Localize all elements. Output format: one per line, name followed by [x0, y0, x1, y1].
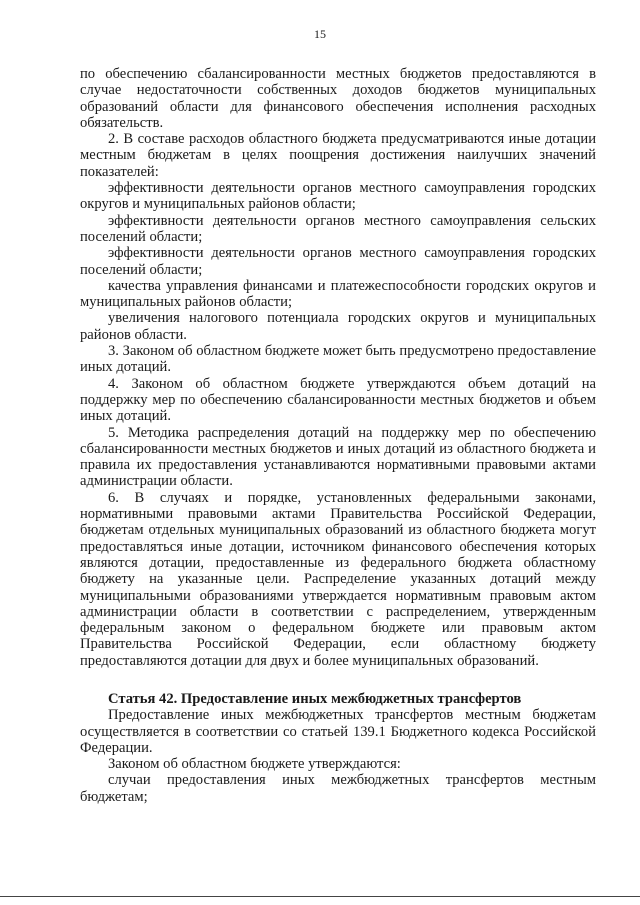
- paragraph: 3. Законом об областном бюджете может быть предусмотрено предоставление иных дотаций.: [80, 343, 596, 376]
- document-body: [80, 66, 596, 805]
- paragraph: Предоставление иных межбюджетных трансфертов местным бюджетам осуществляется в соответствии со статьей 139.1 Бюджетного кодекса Российской Федерации.: [80, 707, 596, 756]
- list-item: случаи предоставления иных межбюджетных трансфертов местным бюджетам;: [80, 772, 596, 805]
- paragraph: 5. Методика распределения дотаций на поддержку мер по обеспечению сбалансированности местных бюджетов и иных дотаций из областного бюджета и правила их предоставления устанавливаются нормативными правовыми актами администрации области.: [80, 424, 596, 490]
- list-item: эффективности деятельности органов местного самоуправления городских округов и муниципальных районов области;: [80, 180, 596, 213]
- paragraph: 6. В случаях и порядке, установленных федеральными законами, нормативными правовыми актами Правительства Российской Федерации, бюджетам отдельных муниципальных образований из областного бюджета могут предоставляться иные дотации, источником финансового обеспечения которых являются дотации, предоставленные из федерального бюджета областному бюджету на указанные цели. Распределение указанных дотаций между муниципальными образованиями утверждается нормативным правовым актом администрации области в соответствии с распределением, утвержденным федеральным законом о федеральном бюджете или правовым актом Правительства Российской Федерации, если областному бюджету предоставляются дотации для двух и более муниципальных образований.: [80, 489, 596, 669]
- list-item: эффективности деятельности органов местного самоуправления городских поселений области;: [80, 245, 596, 278]
- paragraph: 4. Законом об областном бюджете утверждаются объем дотаций на поддержку мер по обеспечению сбалансированности местных бюджетов и объем иных дотаций.: [80, 375, 596, 425]
- list-item: эффективности деятельности органов местного самоуправления сельских поселений области;: [80, 212, 596, 245]
- page-number: 15: [314, 27, 326, 41]
- paragraph: Законом об областном бюджете утверждаются:: [108, 756, 401, 773]
- paragraph: по обеспечению сбалансированности местных бюджетов предоставляются в случае недостаточности собственных доходов бюджетов муниципальных образований области для финансового обеспечения исполнения расходных обязательств.: [80, 66, 596, 131]
- list-item: увеличения налогового потенциала городских округов и муниципальных районов области.: [80, 310, 596, 343]
- list-item: качества управления финансами и платежеспособности городских округов и муниципальных районов области;: [80, 277, 596, 311]
- footer-divider: [0, 896, 640, 897]
- article-title: Статья 42. Предоставление иных межбюджетных трансфертов: [108, 690, 522, 707]
- paragraph: 2. В составе расходов областного бюджета предусматриваются иные дотации местным бюджетам в целях поощрения достижения наилучших значений показателей:: [80, 131, 596, 180]
